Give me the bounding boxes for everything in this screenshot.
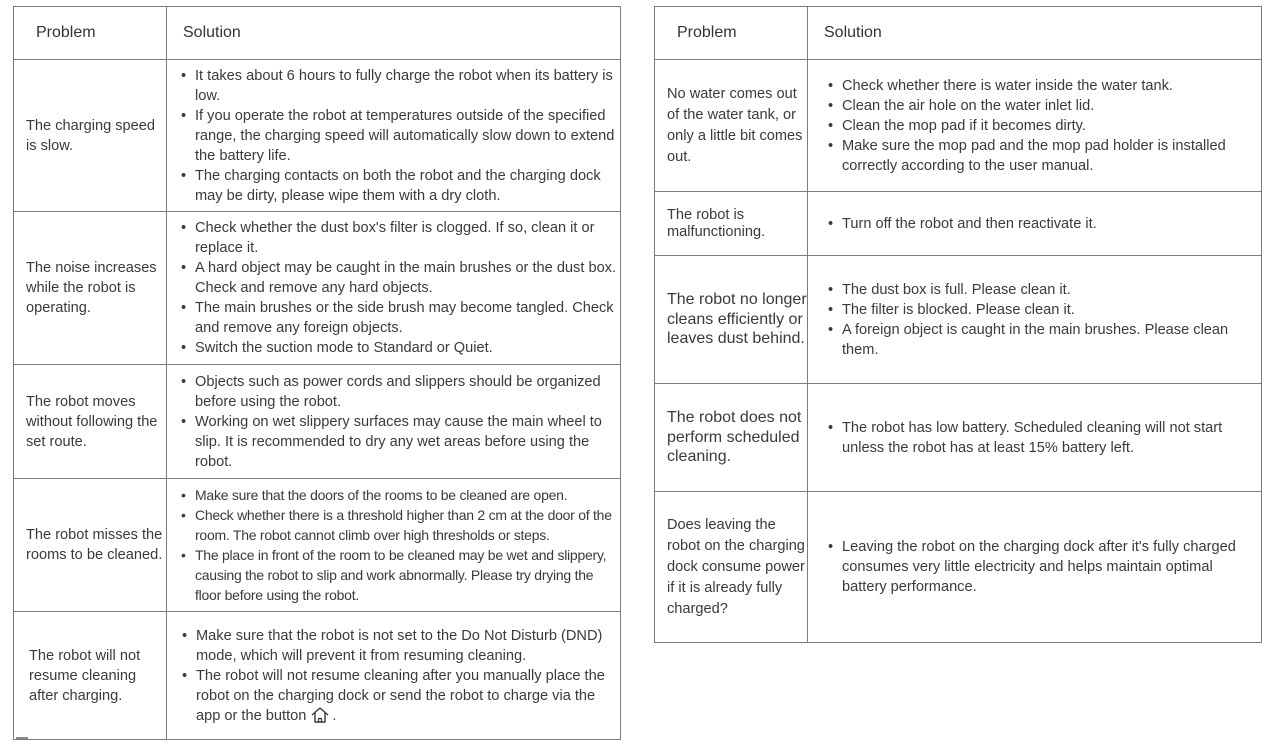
solution-item: • The filter is blocked. Please clean it.	[826, 300, 1261, 320]
solution-list	[179, 218, 620, 358]
problem-cell: The robot misses the rooms to be cleaned.	[14, 479, 167, 612]
solution-item: • The place in front of the room to be cleaned may be wet and slippery, causing the robot to slip and work abnormally. Please try drying the floor before using the robot.	[179, 545, 620, 605]
solution-item	[180, 666, 620, 726]
solution-cell	[808, 256, 1262, 384]
solution-cell	[808, 192, 1262, 256]
solution-list	[179, 372, 620, 472]
table-row	[655, 384, 1262, 492]
solution-item: • Objects such as power cords and slippers should be organized before using the robot.	[179, 372, 620, 412]
solution-cell	[167, 365, 621, 479]
solution-item: • The charging contacts on both the robot and the charging dock may be dirty, please wipe them with a dry cloth.	[179, 166, 620, 206]
solution-item: • The main brushes or the side brush may become tangled. Check and remove any foreign objects.	[179, 298, 620, 338]
solution-cell	[167, 60, 621, 212]
problem-cell: The noise increases while the robot is operating.	[14, 212, 167, 365]
problem-cell: The robot is malfunctioning.	[655, 192, 808, 256]
table-row	[655, 192, 1262, 256]
solution-list	[180, 626, 620, 726]
solution-cell	[808, 492, 1262, 643]
solution-list	[826, 537, 1261, 597]
solution-list	[179, 66, 620, 206]
solution-item: • Clean the air hole on the water inlet lid.	[826, 96, 1261, 116]
solution-item-text: The robot will not resume cleaning after you manually place the robot on the charging dock or send the robot to charge via the app or the button	[196, 667, 605, 724]
solution-header: Solution	[808, 7, 1262, 60]
solution-item: • Switch the suction mode to Standard or Quiet.	[179, 338, 620, 358]
troubleshooting-table-left	[13, 6, 621, 740]
problem-cell: The charging speed is slow.	[14, 60, 167, 212]
problem-cell: The robot moves without following the set route.	[14, 365, 167, 479]
home-icon	[310, 706, 330, 724]
solution-item: • Make sure that the doors of the rooms to be cleaned are open.	[179, 485, 620, 505]
solution-item: • Turn off the robot and then reactivate it.	[826, 214, 1261, 234]
solution-item: • Make sure the mop pad and the mop pad holder is installed correctly according to the user manual.	[826, 136, 1261, 176]
solution-list	[826, 418, 1261, 458]
table-row	[14, 479, 621, 612]
solution-item: • It takes about 6 hours to fully charge the robot when its battery is low.	[179, 66, 620, 106]
problem-header: Problem	[14, 7, 167, 60]
solution-cell	[808, 60, 1262, 192]
solution-item: • Working on wet slippery surfaces may cause the main wheel to slip. It is recommended to dry any wet areas before using the robot.	[179, 412, 620, 472]
solution-item: • Clean the mop pad if it becomes dirty.	[826, 116, 1261, 136]
solution-item: • Check whether the dust box's filter is clogged. If so, clean it or replace it.	[179, 218, 620, 258]
table-row	[655, 60, 1262, 192]
solution-header: Solution	[167, 7, 621, 60]
solution-cell	[167, 479, 621, 612]
solution-list	[179, 485, 620, 605]
solution-cell	[167, 612, 621, 740]
problem-cell: The robot will not resume cleaning after charging.	[14, 612, 167, 740]
table-row	[655, 256, 1262, 384]
solution-item: • Leaving the robot on the charging dock after it's fully charged consumes very little electricity and helps maintain optimal battery performance.	[826, 537, 1261, 597]
solution-item: • A hard object may be caught in the main brushes or the dust box. Check and remove any hard objects.	[179, 258, 620, 298]
problem-cell: No water comes out of the water tank, or only a little bit comes out.	[655, 60, 808, 192]
solution-item: • A foreign object is caught in the main brushes. Please clean them.	[826, 320, 1261, 360]
problem-cell: Does leaving the robot on the charging dock consume power if it is already fully charged?	[655, 492, 808, 643]
solution-item: • Check whether there is a threshold higher than 2 cm at the door of the room. The robot cannot climb over high thresholds or steps.	[179, 505, 620, 545]
problem-cell: The robot does not perform scheduled cleaning.	[655, 384, 808, 492]
period-text: .	[332, 707, 337, 724]
page-marker	[16, 737, 28, 739]
table-header-row	[655, 7, 1262, 60]
table-header-row	[14, 7, 621, 60]
table-row	[14, 60, 621, 212]
solution-cell	[167, 212, 621, 365]
solution-item: • The robot has low battery. Scheduled cleaning will not start unless the robot has at least 15% battery left.	[826, 418, 1261, 458]
table-row	[14, 212, 621, 365]
table-row	[14, 365, 621, 479]
problem-cell: The robot no longer cleans efficiently or leaves dust behind.	[655, 256, 808, 384]
solution-item: • Check whether there is water inside the water tank.	[826, 76, 1261, 96]
problem-header: Problem	[655, 7, 808, 60]
solution-list	[826, 214, 1261, 234]
solution-item: • Make sure that the robot is not set to the Do Not Disturb (DND) mode, which will prevent it from resuming cleaning.	[180, 626, 620, 666]
solution-cell	[808, 384, 1262, 492]
solution-item: • If you operate the robot at temperatures outside of the specified range, the charging speed will automatically slow down to extend the battery life.	[179, 106, 620, 166]
troubleshooting-table-right	[654, 6, 1262, 643]
solution-item: • The dust box is full. Please clean it.	[826, 280, 1261, 300]
solution-list	[826, 280, 1261, 360]
solution-list	[826, 76, 1261, 176]
table-row	[14, 612, 621, 740]
table-row	[655, 492, 1262, 643]
